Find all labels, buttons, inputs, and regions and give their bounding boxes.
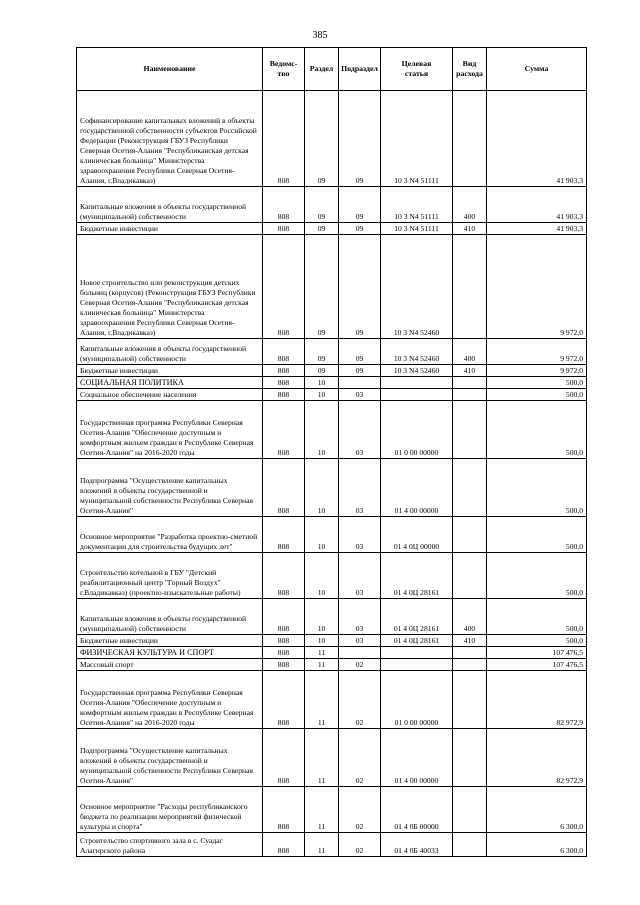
row-sum: 9 972,0 [487, 235, 587, 339]
row-dept: 808 [263, 91, 305, 187]
row-dept: 808 [263, 553, 305, 599]
row-section: 10 [305, 459, 339, 517]
row-subsection: 02 [339, 729, 381, 787]
row-target: 10 3 N4 51111 [381, 91, 453, 187]
row-dept: 808 [263, 647, 305, 659]
row-section: 10 [305, 517, 339, 553]
row-dept: 808 [263, 365, 305, 377]
row-section: 11 [305, 671, 339, 729]
row-dept: 808 [263, 517, 305, 553]
row-name: Капитальные вложения в объекты государственной (муниципальной) собственности [77, 339, 263, 365]
row-name: Бюджетные инвестиции [77, 635, 263, 647]
table-row [77, 553, 587, 599]
row-section: 09 [305, 235, 339, 339]
row-sum: 500,0 [487, 517, 587, 553]
header-expense: Вид расхода [453, 48, 487, 91]
row-sum: 500,0 [487, 401, 587, 459]
row-expense [453, 517, 487, 553]
table-row [77, 787, 587, 833]
row-subsection: 02 [339, 787, 381, 833]
row-target [381, 377, 453, 389]
row-subsection: 03 [339, 553, 381, 599]
row-section: 11 [305, 729, 339, 787]
row-expense: 410 [453, 635, 487, 647]
row-target [381, 659, 453, 671]
row-expense [453, 833, 487, 857]
table-row [77, 729, 587, 787]
row-subsection: 09 [339, 187, 381, 223]
row-expense [453, 459, 487, 517]
row-subsection: 09 [339, 339, 381, 365]
row-section: 11 [305, 833, 339, 857]
row-expense: 410 [453, 223, 487, 235]
row-section: 09 [305, 187, 339, 223]
header-target: Целевая статья [381, 48, 453, 91]
table-row [77, 517, 587, 553]
row-target: 01 0 00 00000 [381, 401, 453, 459]
row-expense [453, 401, 487, 459]
row-subsection: 02 [339, 833, 381, 857]
row-dept: 808 [263, 223, 305, 235]
row-sum: 41 903,3 [487, 187, 587, 223]
row-name: Капитальные вложения в объекты государственной (муниципальной) собственности [77, 187, 263, 223]
row-dept: 808 [263, 389, 305, 401]
row-sum: 500,0 [487, 389, 587, 401]
row-subsection: 09 [339, 223, 381, 235]
row-sum: 41 903,3 [487, 91, 587, 187]
row-sum: 500,0 [487, 377, 587, 389]
row-subsection: 03 [339, 389, 381, 401]
row-dept: 808 [263, 833, 305, 857]
row-target: 10 3 N4 52460 [381, 235, 453, 339]
row-expense [453, 389, 487, 401]
row-dept: 808 [263, 377, 305, 389]
header-section: Раздел [305, 48, 339, 91]
row-target: 10 3 N4 52460 [381, 365, 453, 377]
table-row [77, 377, 587, 389]
row-sum: 9 972,0 [487, 339, 587, 365]
row-expense: 400 [453, 187, 487, 223]
row-target: 01 4 0Ц 28161 [381, 599, 453, 635]
row-sum: 500,0 [487, 553, 587, 599]
row-subsection: 09 [339, 365, 381, 377]
row-dept: 808 [263, 599, 305, 635]
row-dept: 808 [263, 671, 305, 729]
row-target: 01 4 0Ц 00000 [381, 517, 453, 553]
row-expense [453, 659, 487, 671]
row-subsection: 09 [339, 235, 381, 339]
table-row [77, 459, 587, 517]
row-sum: 500,0 [487, 459, 587, 517]
row-dept: 808 [263, 787, 305, 833]
row-name: Софинансирование капитальных вложений в объекты государственной собственности субъектов Российской Федерации (Реконструкция ГБУЗ Республики Северная Осетия-Алания "Республиканская детская клиническая больница" Министерства здравоохранения Республики Северная Осетия-Алания, г.Владикавказ) [77, 91, 263, 187]
row-name: Новое строительство или реконструкция детских больниц (корпусов) (Реконструкция ГБУЗ Республики Северная Осетия-Алания "Республиканская детская клиническая больница" Министерства здравоохранения Республики Северная Осетия-Алания, г.Владикавказ) [77, 235, 263, 339]
table-row [77, 365, 587, 377]
row-expense [453, 91, 487, 187]
row-sum: 82 972,9 [487, 729, 587, 787]
table-header-row [77, 48, 587, 91]
row-section: 10 [305, 401, 339, 459]
row-name: Строительство котельной в ГБУ "Детский реабилитационный центр "Горный Воздух" г.Владикавказ) (проектно-изыскательные работы) [77, 553, 263, 599]
budget-table [76, 47, 587, 857]
row-dept: 808 [263, 729, 305, 787]
row-name: Подпрограмма "Осуществление капитальных вложений в объекты государственной и муниципальной собственности Республики Северная Осетия-Алания" [77, 459, 263, 517]
row-sum: 107 476,5 [487, 647, 587, 659]
table-row [77, 671, 587, 729]
row-subsection: 03 [339, 517, 381, 553]
row-expense [453, 235, 487, 339]
table-row [77, 659, 587, 671]
row-target: 10 3 N4 51111 [381, 223, 453, 235]
table-row [77, 187, 587, 223]
row-target: 10 3 N4 51111 [381, 187, 453, 223]
table-row [77, 401, 587, 459]
row-target [381, 389, 453, 401]
row-target: 01 4 00 00000 [381, 459, 453, 517]
header-sum: Сумма [487, 48, 587, 91]
row-target: 01 4 0Б 00000 [381, 787, 453, 833]
row-section: 11 [305, 659, 339, 671]
table-row [77, 389, 587, 401]
row-target: 01 4 00 00000 [381, 729, 453, 787]
header-subsection: Подраздел [339, 48, 381, 91]
row-target: 01 0 00 00000 [381, 671, 453, 729]
row-dept: 808 [263, 459, 305, 517]
row-subsection: 03 [339, 401, 381, 459]
table-row [77, 647, 587, 659]
row-subsection [339, 377, 381, 389]
row-name: Основное мероприятие "Расходы республиканского бюджета по реализации мероприятий физической культуры и спорта" [77, 787, 263, 833]
table-row [77, 833, 587, 857]
row-section: 09 [305, 91, 339, 187]
row-name: Подпрограмма "Осуществление капитальных вложений в объекты государственной и муниципальной собственности Республики Северная Осетия-Алания" [77, 729, 263, 787]
header-name: Наименование [77, 48, 263, 91]
header-dept: Ведомс- тво [263, 48, 305, 91]
row-subsection: 03 [339, 459, 381, 517]
table-row [77, 91, 587, 187]
row-target: 10 3 N4 52460 [381, 339, 453, 365]
row-name: СОЦИАЛЬНАЯ ПОЛИТИКА [77, 377, 263, 389]
table-row [77, 339, 587, 365]
row-name: Государственная программа Республики Северная Осетия-Алания "Обеспечение доступным и комфортным жильем граждан в Республике Северная Осетия-Алания" на 2016-2020 годы [77, 401, 263, 459]
row-sum: 6 300,0 [487, 787, 587, 833]
row-expense: 410 [453, 365, 487, 377]
row-target: 01 4 0Б 40033 [381, 833, 453, 857]
row-section: 10 [305, 389, 339, 401]
row-name: Строительство спортивного зала в с. Суадаг Алагирского района [77, 833, 263, 857]
row-dept: 808 [263, 659, 305, 671]
row-name: Основное мероприятие "Разработка проектно-сметной документации для строительства будущих лет" [77, 517, 263, 553]
row-sum: 107 476,5 [487, 659, 587, 671]
row-expense [453, 729, 487, 787]
table-row [77, 599, 587, 635]
row-section: 09 [305, 365, 339, 377]
row-subsection: 09 [339, 91, 381, 187]
row-section: 09 [305, 339, 339, 365]
row-subsection: 02 [339, 659, 381, 671]
row-sum: 500,0 [487, 599, 587, 635]
row-section: 10 [305, 553, 339, 599]
row-dept: 808 [263, 187, 305, 223]
row-name: ФИЗИЧЕСКАЯ КУЛЬТУРА И СПОРТ [77, 647, 263, 659]
row-expense [453, 787, 487, 833]
row-section: 09 [305, 223, 339, 235]
row-sum: 6 300,0 [487, 833, 587, 857]
row-target: 01 4 0Ц 28161 [381, 553, 453, 599]
row-expense: 400 [453, 339, 487, 365]
row-section: 11 [305, 787, 339, 833]
row-expense [453, 553, 487, 599]
row-expense: 400 [453, 599, 487, 635]
row-sum: 82 972,9 [487, 671, 587, 729]
row-section: 11 [305, 647, 339, 659]
row-target: 01 4 0Ц 28161 [381, 635, 453, 647]
row-dept: 808 [263, 235, 305, 339]
row-section: 10 [305, 377, 339, 389]
table-row [77, 223, 587, 235]
row-name: Массовый спорт [77, 659, 263, 671]
row-expense [453, 377, 487, 389]
row-expense [453, 671, 487, 729]
row-subsection: 03 [339, 599, 381, 635]
row-sum: 500,0 [487, 635, 587, 647]
page-number: 385 [312, 30, 328, 41]
table-row [77, 235, 587, 339]
row-dept: 808 [263, 339, 305, 365]
table-row [77, 635, 587, 647]
row-dept: 808 [263, 635, 305, 647]
row-subsection: 02 [339, 671, 381, 729]
row-expense [453, 647, 487, 659]
row-name: Бюджетные инвестиции [77, 365, 263, 377]
row-subsection [339, 647, 381, 659]
row-sum: 9 972,0 [487, 365, 587, 377]
row-name: Государственная программа Республики Северная Осетия-Алания "Обеспечение доступным и комфортным жильем граждан в Республике Северная Осетия-Алания" на 2016-2020 годы [77, 671, 263, 729]
row-target [381, 647, 453, 659]
row-section: 10 [305, 635, 339, 647]
row-name: Капитальные вложения в объекты государственной (муниципальной) собственности [77, 599, 263, 635]
row-dept: 808 [263, 401, 305, 459]
row-subsection: 03 [339, 635, 381, 647]
row-name: Социальное обеспечение населения [77, 389, 263, 401]
row-section: 10 [305, 599, 339, 635]
row-name: Бюджетные инвестиции [77, 223, 263, 235]
row-sum: 41 903,3 [487, 223, 587, 235]
